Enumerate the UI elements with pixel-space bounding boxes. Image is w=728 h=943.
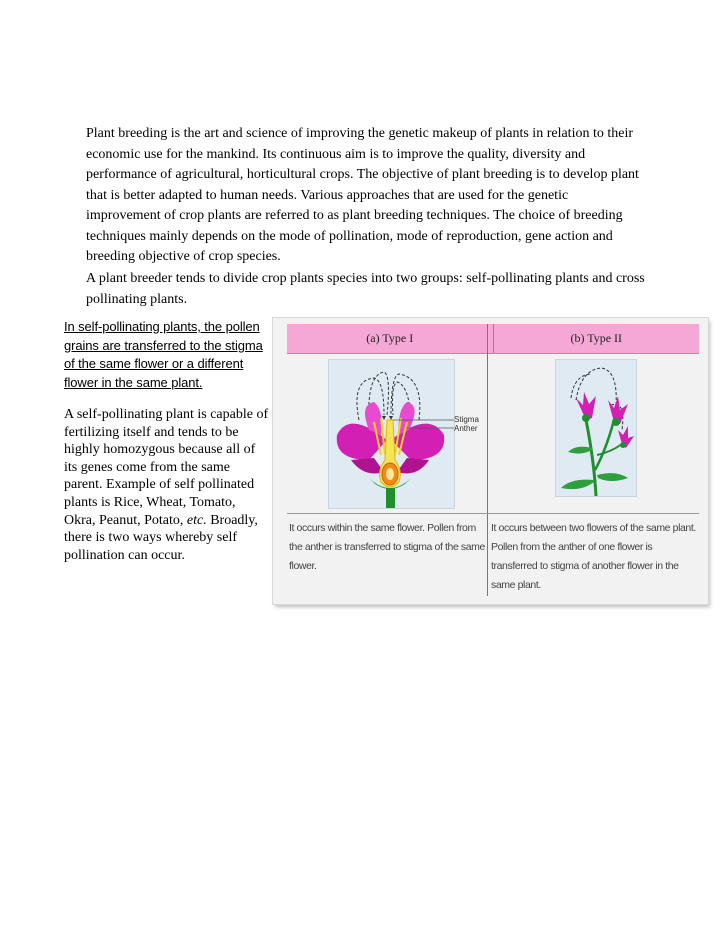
type-1-flower-illustration <box>328 359 455 509</box>
intro-paragraph-1: Plant breeding is the art and science of improving the genetic makeup of plants in relation to their economic use for the mankind. Its continuous aim is to improve the quality, diversity and performance of agricultural, horticultural crops. The objective of plant breeding is to develop plant that is better adapted to human needs. Various approaches that are used for the genetic improvement of crop plants are referred to as plant breeding techniques. The choice of breeding techniques mainly depends on the mode of pollination, mode of reproduction, gene action and breeding objective of crop species. <box>86 126 639 264</box>
type-2-caption: It occurs between two flowers of the same plant. Pollen from the anther of one flower is transferred to stigma of another flower in the same plant. <box>491 522 696 591</box>
caption-divider <box>287 513 699 514</box>
intro-paragraph-2: A plant breeder tends to divide crop plants species into two groups: self-pollinating plants and cross pollinating plants. <box>86 271 645 307</box>
description-start: A self-pollinating plant is capable of fertilizing itself and tends to be highly homozygous because all of its genes come from the same parent. Example of self pollinated plants is Rice, Wheat, Tomato, Okra, Peanut, Potato, <box>64 407 269 528</box>
column-divider <box>487 324 488 596</box>
type-2-plant-svg <box>556 360 636 496</box>
self-pollination-definition: In self-pollinating plants, the pollen grains are transferred to the stigma of the same flower or a different flower in the same plant. <box>64 319 263 390</box>
description-etc: etc. <box>186 512 207 528</box>
type-2-plant-illustration <box>555 359 637 497</box>
type-2-header: (b) Type II <box>570 331 623 345</box>
sidebar-text <box>64 318 270 564</box>
header-divider <box>287 353 699 354</box>
type-1-header: (a) Type I <box>287 324 494 353</box>
stigma-label: Stigma <box>454 415 479 424</box>
anther-label: Anther <box>454 424 478 433</box>
type-1-flower-svg <box>329 360 454 508</box>
self-pollination-description <box>64 406 270 564</box>
type-1-caption: It occurs within the same flower. Pollen from the anther is transferred to stigma of the same flower. <box>289 522 485 572</box>
description-end: Broadly, there is two ways whereby self pollination can occur. <box>64 512 258 563</box>
figure-header <box>287 324 699 353</box>
pollination-types-figure <box>273 318 708 604</box>
